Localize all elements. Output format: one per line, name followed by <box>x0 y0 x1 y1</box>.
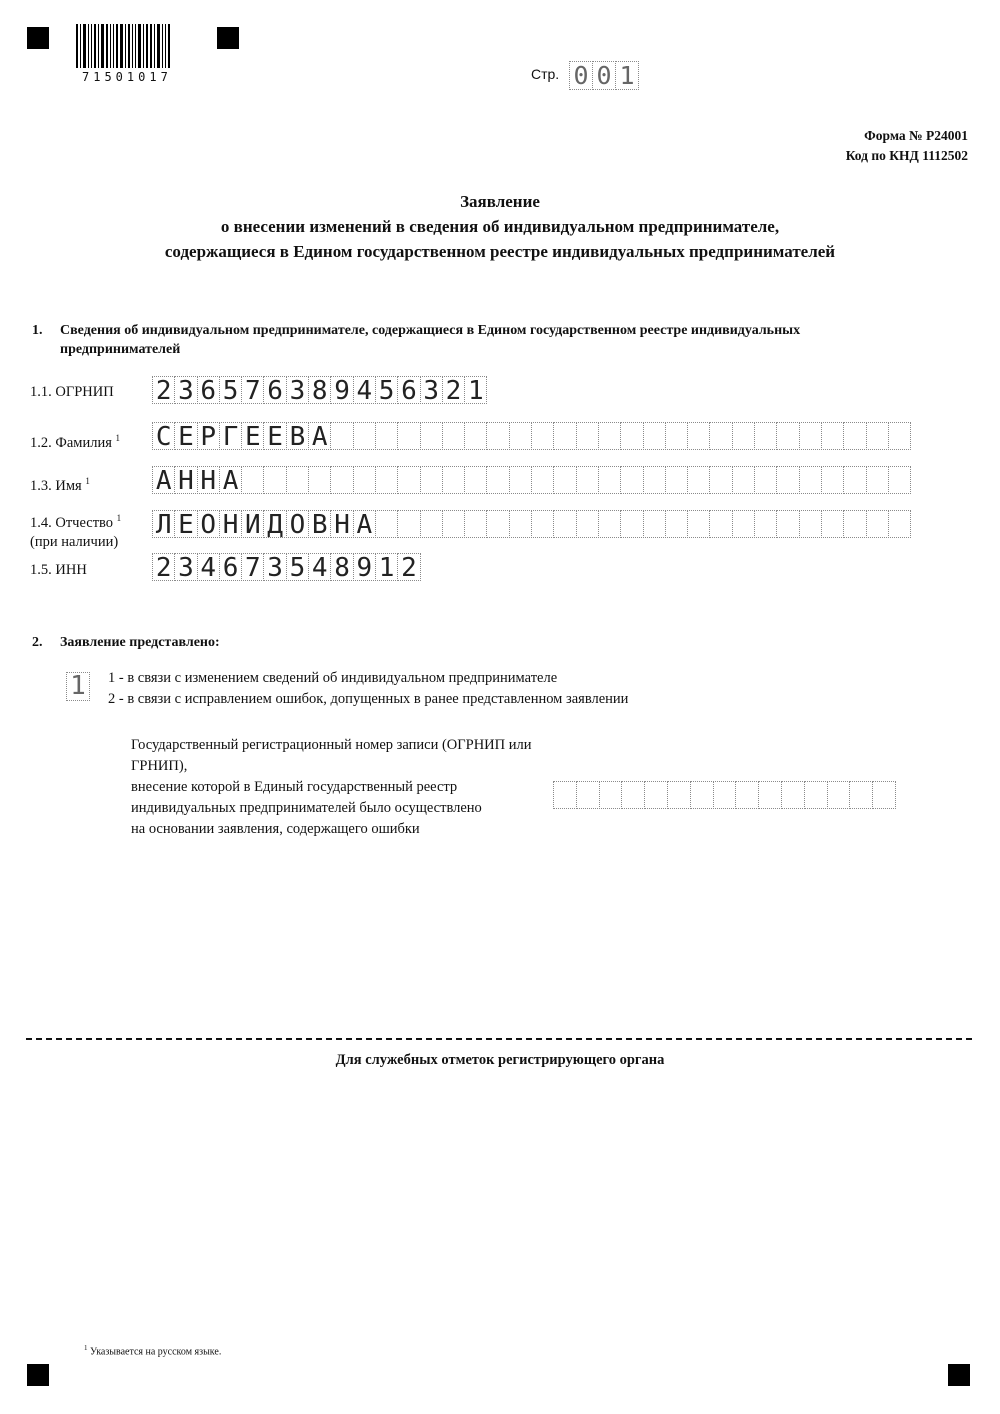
barcode-bar <box>143 24 144 68</box>
char-cell[interactable] <box>509 422 532 450</box>
char-cell[interactable] <box>576 510 599 538</box>
char-cell[interactable] <box>486 466 509 494</box>
char-cell[interactable] <box>776 510 799 538</box>
char-cell[interactable] <box>553 466 576 494</box>
first-name-field[interactable] <box>152 466 910 494</box>
char-cell[interactable]: 5 <box>286 553 309 581</box>
char-cell[interactable]: 3 <box>174 376 197 404</box>
char-cell[interactable] <box>420 510 443 538</box>
char-cell[interactable] <box>643 466 666 494</box>
char-cell[interactable] <box>888 466 911 494</box>
section-2-number: 2. <box>32 635 43 650</box>
char-cell[interactable]: А <box>219 466 242 494</box>
char-cell[interactable]: 3 <box>174 553 197 581</box>
barcode-bars <box>76 24 172 68</box>
char-cell[interactable]: Е <box>263 422 286 450</box>
grnip-field[interactable] <box>553 781 895 809</box>
inn-label: 1.5. ИНН <box>30 562 87 578</box>
char-cell[interactable]: 7 <box>241 553 264 581</box>
form-knd-code: Код по КНД 1112502 <box>845 148 968 163</box>
char-cell[interactable] <box>732 510 755 538</box>
char-cell[interactable] <box>843 510 866 538</box>
char-cell[interactable] <box>598 422 621 450</box>
barcode-bar <box>128 24 130 68</box>
char-cell[interactable]: 8 <box>308 376 331 404</box>
char-cell[interactable]: 1 <box>464 376 487 404</box>
office-use-heading: Для служебных отметок регистрирующего органа <box>335 1052 665 1068</box>
char-cell[interactable] <box>732 422 755 450</box>
document-title <box>0 189 1000 264</box>
char-cell[interactable] <box>531 466 554 494</box>
char-cell[interactable] <box>776 466 799 494</box>
char-cell[interactable]: 1 <box>375 553 398 581</box>
barcode-bar <box>80 24 81 68</box>
char-cell[interactable]: 6 <box>263 376 286 404</box>
barcode-bar <box>157 24 160 68</box>
char-cell[interactable]: Г <box>219 422 242 450</box>
surname-label: 1.2. Фамилия $^1$ <box>30 433 120 451</box>
inn-field[interactable] <box>152 553 420 581</box>
char-cell[interactable] <box>286 466 309 494</box>
ogrnip-field[interactable] <box>152 376 486 404</box>
grnip-char-cell[interactable] <box>690 781 714 809</box>
char-cell[interactable]: 2 <box>152 376 175 404</box>
char-cell[interactable] <box>799 422 822 450</box>
char-cell[interactable]: 6 <box>197 376 220 404</box>
char-cell[interactable] <box>843 422 866 450</box>
grnip-char-cell[interactable] <box>553 781 577 809</box>
barcode-bar <box>120 24 123 68</box>
page-number-cells <box>569 61 638 90</box>
form-meta <box>846 126 968 166</box>
char-cell[interactable] <box>665 466 688 494</box>
char-cell[interactable] <box>375 422 398 450</box>
patronymic-sublabel: (при наличии) <box>30 533 119 550</box>
char-cell[interactable] <box>486 510 509 538</box>
patronymic-label: 1.4. Отчество $^1$ (при наличии) <box>30 513 122 550</box>
char-cell[interactable] <box>576 422 599 450</box>
char-cell[interactable]: В <box>286 422 309 450</box>
char-cell[interactable] <box>442 422 465 450</box>
char-cell[interactable]: 9 <box>353 553 376 581</box>
page-digit-cell: 1 <box>615 61 639 90</box>
char-cell[interactable] <box>821 466 844 494</box>
char-cell[interactable] <box>843 466 866 494</box>
char-cell[interactable] <box>420 466 443 494</box>
section-1-heading-line: предпринимателей <box>60 342 181 357</box>
char-cell[interactable] <box>486 422 509 450</box>
char-cell[interactable] <box>665 510 688 538</box>
char-cell[interactable]: 6 <box>219 553 242 581</box>
cut-line <box>26 1038 972 1040</box>
char-cell[interactable] <box>509 466 532 494</box>
char-cell[interactable] <box>754 422 777 450</box>
barcode-bar <box>125 24 126 68</box>
barcode-bar <box>146 24 148 68</box>
char-cell[interactable] <box>821 422 844 450</box>
char-cell[interactable]: 2 <box>152 553 175 581</box>
char-cell[interactable] <box>442 466 465 494</box>
reason-option-1: 1 - в связи с изменением сведений об индивидуальном предпринимателе <box>108 670 558 686</box>
section-1-heading <box>32 321 800 359</box>
char-cell[interactable] <box>620 422 643 450</box>
char-cell[interactable]: А <box>308 422 331 450</box>
char-cell[interactable]: Д <box>263 510 286 538</box>
char-cell[interactable] <box>620 466 643 494</box>
char-cell[interactable] <box>353 422 376 450</box>
reason-option-2: 2 - в связи с исправлением ошибок, допущенных в ранее представленном заявлении <box>108 691 629 707</box>
submission-reason-value[interactable]: 1 <box>66 672 90 701</box>
char-cell[interactable] <box>709 466 732 494</box>
barcode-bar <box>165 24 166 68</box>
char-cell[interactable] <box>553 422 576 450</box>
char-cell[interactable]: 3 <box>286 376 309 404</box>
barcode-bar <box>94 24 96 68</box>
char-cell[interactable] <box>531 510 554 538</box>
char-cell[interactable]: Е <box>174 510 197 538</box>
char-cell[interactable]: Н <box>197 466 220 494</box>
char-cell[interactable] <box>464 510 487 538</box>
ogrnip-label: 1.1. ОГРНИП <box>30 384 114 400</box>
corner-marker-bottom-left <box>27 1364 49 1386</box>
char-cell[interactable]: Л <box>152 510 175 538</box>
title-line: содержащиеся в Едином государственном реестре индивидуальных предпринимателей <box>164 242 836 261</box>
char-cell[interactable]: В <box>308 510 331 538</box>
grnip-char-cell[interactable] <box>827 781 851 809</box>
submission-reason-cell[interactable] <box>66 672 89 701</box>
char-cell[interactable]: 6 <box>397 376 420 404</box>
section-1-heading-line: Сведения об индивидуальном предпринимателе, содержащиеся в Едином государственном реестре индивидуальных <box>60 323 801 338</box>
char-cell[interactable] <box>754 510 777 538</box>
char-cell[interactable] <box>464 466 487 494</box>
barcode-bar <box>168 24 170 68</box>
char-cell[interactable] <box>598 466 621 494</box>
char-cell[interactable]: 4 <box>353 376 376 404</box>
char-cell[interactable] <box>888 510 911 538</box>
char-cell[interactable]: 2 <box>442 376 465 404</box>
char-cell[interactable] <box>665 422 688 450</box>
char-cell[interactable] <box>687 510 710 538</box>
char-cell[interactable]: 4 <box>308 553 331 581</box>
grnip-char-cell[interactable] <box>781 781 805 809</box>
char-cell[interactable] <box>330 422 353 450</box>
char-cell[interactable]: 3 <box>263 553 286 581</box>
char-cell[interactable] <box>799 466 822 494</box>
corner-marker-bottom-right <box>948 1364 970 1386</box>
char-cell[interactable] <box>754 466 777 494</box>
char-cell[interactable] <box>866 510 889 538</box>
grnip-char-cell[interactable] <box>735 781 759 809</box>
char-cell[interactable]: Е <box>241 422 264 450</box>
char-cell[interactable] <box>375 466 398 494</box>
grnip-char-cell[interactable] <box>758 781 782 809</box>
first-name-label: 1.3. Имя $^1$ <box>30 476 90 494</box>
char-cell[interactable] <box>241 466 264 494</box>
char-cell[interactable] <box>397 422 420 450</box>
page-digit-cell: 0 <box>569 61 593 90</box>
barcode-number: 71501017 <box>82 70 172 84</box>
patronymic-field[interactable] <box>152 510 910 538</box>
char-cell[interactable]: Н <box>330 510 353 538</box>
grnip-char-cell[interactable] <box>872 781 896 809</box>
title-line: Заявление <box>460 192 540 211</box>
char-cell[interactable] <box>531 422 554 450</box>
char-cell[interactable]: 5 <box>219 376 242 404</box>
char-cell[interactable] <box>643 422 666 450</box>
char-cell[interactable] <box>553 510 576 538</box>
char-cell[interactable] <box>353 466 376 494</box>
grnip-char-cell[interactable] <box>713 781 737 809</box>
page-label: Стр. <box>531 66 560 82</box>
barcode-bar <box>135 24 136 68</box>
barcode-bar <box>76 24 78 68</box>
grnip-note: Государственный регистрационный номер записи (ОГРНИП или ГРНИП), внесение которой в Единый государственный реестр индивидуальных предпринимателей было осуществлено на основании заявления, содержащего ошибки <box>131 737 532 837</box>
barcode-bar <box>154 24 155 68</box>
barcode-bar <box>113 24 114 68</box>
char-cell[interactable]: 3 <box>420 376 443 404</box>
char-cell[interactable] <box>397 466 420 494</box>
grnip-char-cell[interactable] <box>849 781 873 809</box>
char-cell[interactable]: И <box>241 510 264 538</box>
char-cell[interactable] <box>866 466 889 494</box>
char-cell[interactable]: Е <box>174 422 197 450</box>
footnote: $^1$ Указывается на русском языке. <box>84 1344 222 1358</box>
barcode-bar <box>110 24 111 68</box>
grnip-char-cell[interactable] <box>644 781 668 809</box>
char-cell[interactable] <box>330 466 353 494</box>
char-cell[interactable] <box>576 466 599 494</box>
section-1-number: 1. <box>32 323 43 338</box>
corner-marker-top-left <box>27 27 49 49</box>
char-cell[interactable] <box>866 422 889 450</box>
char-cell[interactable]: О <box>197 510 220 538</box>
char-cell[interactable] <box>709 422 732 450</box>
char-cell[interactable] <box>263 466 286 494</box>
char-cell[interactable] <box>687 466 710 494</box>
title-line: о внесении изменений в сведения об индивидуальном предпринимателе, <box>220 217 780 236</box>
barcode-bar <box>106 24 108 68</box>
char-cell[interactable]: 2 <box>397 553 420 581</box>
char-cell[interactable] <box>397 510 420 538</box>
section-2-heading: 2. Заявление представлено: <box>32 635 220 650</box>
grnip-char-cell[interactable] <box>599 781 623 809</box>
char-cell[interactable] <box>732 466 755 494</box>
corner-marker-top-right <box>217 27 239 49</box>
barcode-bar <box>98 24 99 68</box>
grnip-char-cell[interactable] <box>576 781 600 809</box>
char-cell[interactable]: О <box>286 510 309 538</box>
char-cell[interactable] <box>442 510 465 538</box>
barcode-bar <box>150 24 152 68</box>
surname-field[interactable] <box>152 422 910 450</box>
barcode-bar <box>132 24 133 68</box>
char-cell[interactable]: 9 <box>330 376 353 404</box>
barcode-bar <box>83 24 86 68</box>
barcode-bar <box>88 24 89 68</box>
barcode-bar <box>138 24 141 68</box>
char-cell[interactable] <box>799 510 822 538</box>
char-cell[interactable] <box>464 422 487 450</box>
char-cell[interactable] <box>509 510 532 538</box>
char-cell[interactable]: Н <box>219 510 242 538</box>
grnip-char-cell[interactable] <box>667 781 691 809</box>
char-cell[interactable] <box>375 510 398 538</box>
char-cell[interactable] <box>687 422 710 450</box>
barcode <box>76 24 196 86</box>
char-cell[interactable]: Н <box>174 466 197 494</box>
char-cell[interactable] <box>888 422 911 450</box>
char-cell[interactable] <box>821 510 844 538</box>
barcode-bar <box>101 24 104 68</box>
char-cell[interactable]: С <box>152 422 175 450</box>
char-cell[interactable] <box>620 510 643 538</box>
barcode-bar <box>162 24 163 68</box>
char-cell[interactable] <box>308 466 331 494</box>
char-cell[interactable] <box>598 510 621 538</box>
char-cell[interactable] <box>643 510 666 538</box>
char-cell[interactable]: 5 <box>375 376 398 404</box>
char-cell[interactable]: А <box>152 466 175 494</box>
char-cell[interactable] <box>776 422 799 450</box>
char-cell[interactable]: 7 <box>241 376 264 404</box>
char-cell[interactable]: 8 <box>330 553 353 581</box>
char-cell[interactable]: А <box>353 510 376 538</box>
page-digit-cell: 0 <box>592 61 616 90</box>
char-cell[interactable]: 4 <box>197 553 220 581</box>
form-number: Форма № Р24001 <box>864 128 968 143</box>
char-cell[interactable] <box>709 510 732 538</box>
char-cell[interactable]: Р <box>197 422 220 450</box>
barcode-bar <box>116 24 118 68</box>
grnip-char-cell[interactable] <box>804 781 828 809</box>
barcode-bar <box>91 24 92 68</box>
grnip-char-cell[interactable] <box>621 781 645 809</box>
char-cell[interactable] <box>420 422 443 450</box>
